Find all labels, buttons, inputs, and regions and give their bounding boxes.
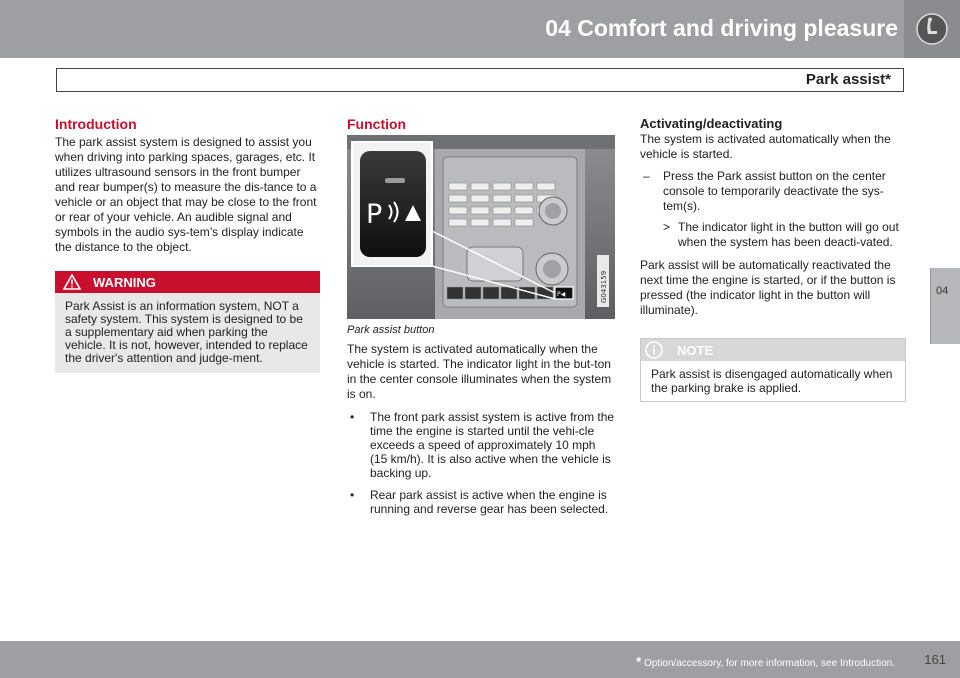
list-item xyxy=(347,488,615,516)
introduction-heading: Introduction xyxy=(55,116,137,132)
footer-bar xyxy=(0,641,960,678)
function-heading: Function xyxy=(347,116,407,132)
section-title-bar xyxy=(56,68,904,92)
introduction-text: The park assist system is designed to assist you when driving into parking spaces, garages, etc. It utilizes ultrasound sensors in the front bumper and rear bumper(s) to measure the dis-tance to a vehicle or an object that may be close to the front or rear of your vehicle. An audible signal and symbols in the audio sys-tem’s display indicate the distance to the object. xyxy=(55,135,317,254)
list-item xyxy=(347,410,615,480)
seat-icon xyxy=(915,12,949,46)
figure-button-label: P xyxy=(366,199,383,230)
bullet-mark: • xyxy=(350,410,355,424)
park-assist-button-figure xyxy=(347,135,615,319)
function-text: The system is activated automatically when the vehicle is started. The indicator light in the but-ton in the center console illuminates when the system is on. xyxy=(347,342,612,401)
function-bullet-list xyxy=(347,410,615,516)
header-bar xyxy=(0,0,960,58)
reactivation-text: Park assist will be automatically reactivated the next time the engine is started, or if the button is pressed (the indicator light in the button will illuminate). xyxy=(640,258,896,317)
step-mark: – xyxy=(643,169,650,183)
instruction-step xyxy=(640,169,906,214)
bullet-mark: • xyxy=(350,488,355,502)
footer-note xyxy=(636,654,895,669)
result-text: The indicator light in the button will go out when the system has been deacti-vated. xyxy=(678,220,899,249)
bullet-text: Rear park assist is active when the engine is running and reverse gear has been selected. xyxy=(370,488,609,516)
instruction-result xyxy=(640,220,906,250)
bullet-text: The front park assist system is active from the time the engine is started until the vehi-cle exceeds a speed of approximately 10 mph (15 km/h). It is also active when the vehicle is backing up. xyxy=(370,410,615,480)
warning-header xyxy=(55,271,320,293)
column-function xyxy=(347,116,615,524)
chapter-icon-box xyxy=(904,0,960,58)
footer-star: * xyxy=(636,654,642,669)
chapter-side-tab[interactable] xyxy=(930,268,960,344)
step-text: Press the Park assist button on the center console to temporarily deactivate the sys-tem(s). xyxy=(663,169,886,213)
warning-text: Park Assist is an information system, NOT a safety system. This system is designed to be a supplementary aid when parking the vehicle. It is not, however, intended to replace the driver's attention and judge-ment. xyxy=(65,299,308,365)
activating-heading: Activating/deactivating xyxy=(640,116,783,131)
activating-intro: The system is activated automatically when the vehicle is started. xyxy=(640,132,891,161)
result-mark: > xyxy=(663,220,671,234)
svg-text:P◀: P◀ xyxy=(557,291,566,298)
column-activating xyxy=(640,116,906,402)
warning-triangle-icon xyxy=(63,274,81,290)
warning-box xyxy=(55,271,320,373)
page-number: 161 xyxy=(924,652,946,667)
center-console-illustration xyxy=(347,135,615,319)
chapter-side-tab-label: 04 xyxy=(936,285,949,297)
section-title: Park assist* xyxy=(805,71,891,88)
figure-code: G043159 xyxy=(600,270,608,303)
note-title: NOTE xyxy=(677,342,714,358)
footer-note-text: Option/accessory, for more information, see Introduction. xyxy=(641,658,895,669)
info-icon xyxy=(645,341,663,359)
column-introduction xyxy=(55,116,320,373)
warning-title: WARNING xyxy=(93,274,156,290)
note-header xyxy=(641,339,905,361)
chapter-title: 04 Comfort and driving pleasure xyxy=(545,15,898,41)
note-box xyxy=(640,338,906,402)
figure-caption: Park assist button xyxy=(347,324,435,336)
note-text: Park assist is disengaged automatically when the parking brake is applied. xyxy=(651,367,893,395)
